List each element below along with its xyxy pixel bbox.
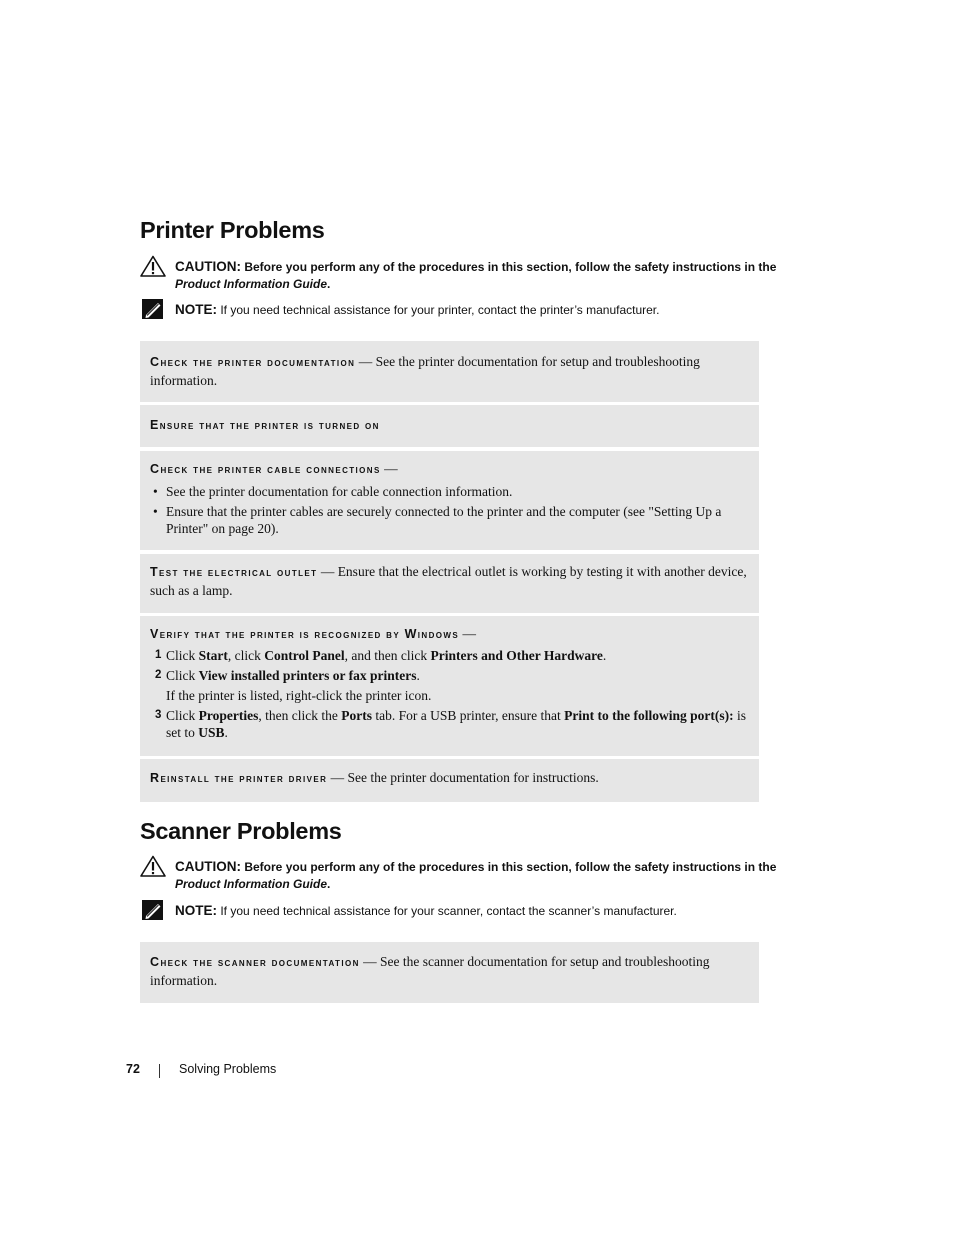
heading-dash: — (327, 770, 348, 785)
heading-dash: — (359, 954, 381, 969)
box-reinstall-printer-driver (140, 759, 759, 802)
heading-dash: — (355, 354, 376, 369)
properties-label: Properties (198, 708, 259, 723)
box-test-electrical-outlet (140, 554, 759, 613)
verify-steps-list (150, 647, 749, 741)
start-label: Start (198, 648, 228, 663)
view-printers-label: View installed printers or fax printers (198, 668, 417, 683)
caution-end: . (327, 277, 331, 291)
box-check-printer-documentation (140, 341, 759, 402)
control-panel-label: Control Panel (264, 648, 345, 663)
usb-label: USB (198, 725, 225, 740)
caution-text: Before you perform any of the procedures in this section, follow the safety instructions in the (244, 260, 777, 274)
box-ensure-printer-on (140, 405, 759, 447)
caution-guide: Product Information Guide (175, 277, 327, 291)
box-heading: Check the scanner documentation (150, 955, 360, 969)
scanner-problems-title: Scanner Problems (140, 818, 342, 844)
box-text: Ensure that the electrical outlet is working by testing it with another device, such as a lamp. (150, 564, 747, 598)
heading-dash: — (459, 626, 476, 641)
printer-caution (140, 258, 820, 293)
scanner-note (140, 902, 820, 920)
cable-bullet-list (150, 483, 749, 537)
note-pencil-icon (140, 298, 166, 320)
note-pencil-icon (140, 899, 166, 921)
note-text: If you need technical assistance for your scanner, contact the scanner’s manufacturer. (220, 904, 677, 918)
box-text: See the printer documentation for instructions. (347, 770, 599, 785)
step-number: 1 (155, 649, 162, 661)
box-check-scanner-documentation (140, 942, 759, 1003)
heading-dash: — (380, 461, 398, 476)
caution-label: CAUTION: (175, 859, 241, 874)
step-number: 3 (155, 709, 162, 721)
box-verify-printer-recognized (140, 616, 759, 756)
caution-end: . (327, 877, 331, 891)
caution-text: Before you perform any of the procedures in this section, follow the safety instructions in the (244, 860, 777, 874)
box-heading: Ensure that the printer is turned on (150, 418, 380, 432)
caution-triangle-icon (140, 855, 166, 877)
box-heading: Test the electrical outlet (150, 565, 318, 579)
ports-label: Ports (341, 708, 372, 723)
heading-dash: — (317, 564, 338, 579)
list-item: 1 Click Start, click Control Panel, and then click Printers and Other Hardware. (155, 648, 607, 663)
footer-section-title: Solving Problems (179, 1062, 277, 1076)
step-subtext: If the printer is listed, right-click the printer icon. (166, 688, 432, 703)
note-label: NOTE: (175, 302, 217, 317)
list-item: • See the printer documentation for cable connection information. (150, 483, 749, 500)
box-check-printer-cable (140, 451, 759, 550)
scanner-caution (140, 858, 820, 893)
box-heading: Verify that the printer is recognized by Windows (150, 627, 460, 641)
caution-triangle-icon (140, 255, 166, 277)
page-number: 72 (126, 1062, 140, 1076)
note-label: NOTE: (175, 903, 217, 918)
list-item: • Ensure that the printer cables are securely connected to the printer and the computer (see "Setting Up a Printer" on page 20). (150, 503, 749, 537)
page-footer (126, 1062, 277, 1076)
printers-hardware-label: Printers and Other Hardware (430, 648, 603, 663)
note-text: If you need technical assistance for your printer, contact the printer’s manufacturer. (220, 303, 660, 317)
box-heading: Check the printer documentation (150, 355, 356, 369)
box-text: See the scanner documentation for setup and troubleshooting information. (150, 954, 710, 988)
print-to-port-label: Print to the following port(s): (564, 708, 734, 723)
caution-guide: Product Information Guide (175, 877, 327, 891)
footer-divider (159, 1064, 160, 1078)
printer-problems-title: Printer Problems (140, 217, 325, 243)
list-item: 2 Click View installed printers or fax printers. If the printer is listed, right-click the printer icon. (150, 667, 749, 704)
step-number: 2 (155, 669, 162, 681)
box-text: See the printer documentation for setup and troubleshooting information. (150, 354, 700, 388)
box-heading: Reinstall the printer driver (150, 771, 328, 785)
printer-note (140, 301, 820, 319)
box-heading: Check the printer cable connections (150, 462, 381, 476)
caution-label: CAUTION: (175, 259, 241, 274)
list-item: 3 Click Properties, then click the Ports tab. For a USB printer, ensure that Print to the following port(s): is set to USB. (155, 708, 747, 740)
